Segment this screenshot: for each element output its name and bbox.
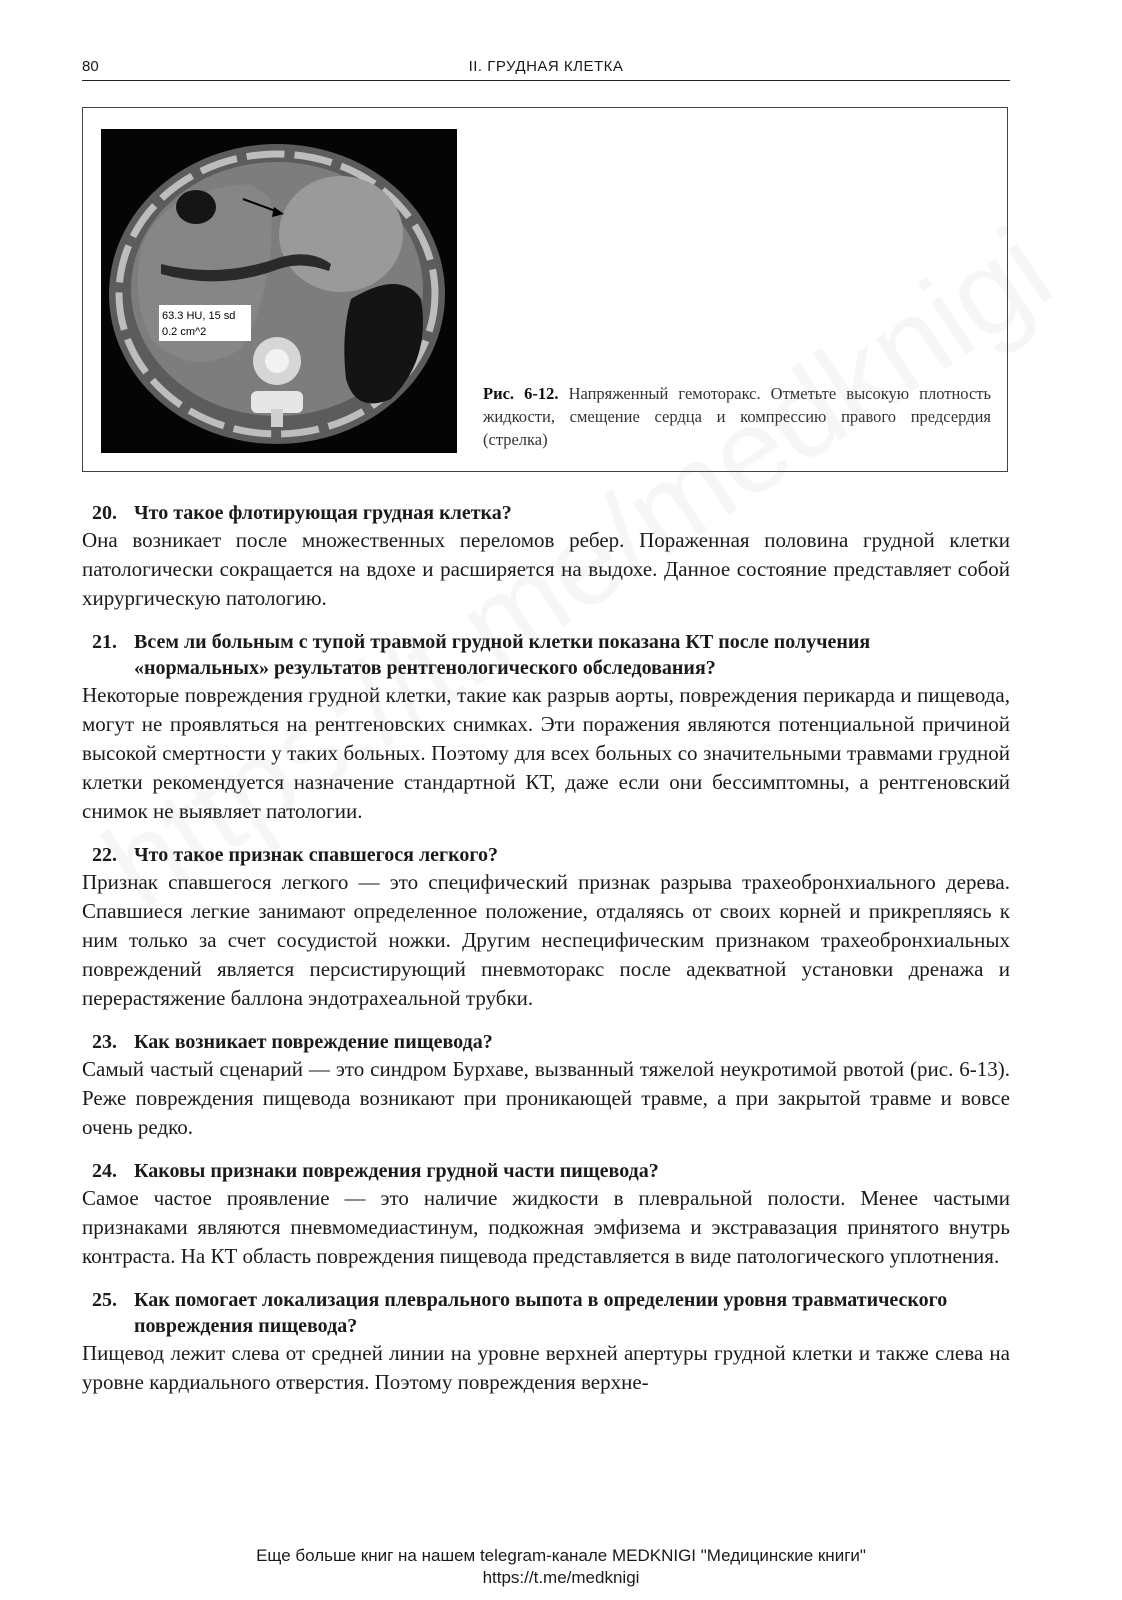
ct-overlay-line2: 0.2 cm^2 [162,326,207,338]
answer-20: Она возникает после множественных переломов ребер. Пораженная половина грудной клетки патологически сокращается на вдохе и расширяется на выдохе. Данное состояние представляет собой хирургическую патологию. [82,528,1010,610]
question-23: 23. Как возникает повреждение пищевода? [92,1031,493,1053]
question-20: 20. Что такое флотирующая грудная клетка? [92,502,512,524]
body-text [82,500,1010,1413]
answer-21: Некоторые повреждения грудной клетки, такие как разрыв аорты, повреждения перикарда и пищевода, могут не проявляться на рентгеновских снимках. Эти поражения являются потенциальной причиной высокой смертности у таких больных. Поэтому для всех больных со значительными травмами грудной клетки рекомендуется назначение стандартной КТ, даже если они бессимптомны, а рентгеновский снимок не выявляет патологии. [82,683,1010,823]
ct-scan-image [101,129,457,453]
ct-overlay-line1: 63.3 HU, 15 sd [162,310,236,322]
footer-link[interactable]: https://t.me/medknigi [482,1568,640,1587]
footer-line1: Еще больше книг на нашем telegram-канале MEDKNIGI "Медицинские книги" [256,1546,866,1565]
question-22: 22. Что такое признак спавшегося легкого? [92,844,498,866]
running-title: II. ГРУДНАЯ КЛЕТКА [468,58,624,75]
question-24: 24. Каковы признаки повреждения грудной части пищевода? [92,1160,659,1182]
page-number: 80 [82,58,99,75]
question-25: 25. Как помогает локализация плеврального выпота в определении уровня травматического повреждения пищевода? [92,1289,948,1337]
caption-text: Напряженный гемоторакс. Отметьте высокую плотность жидкости, смещение сердца и компрессию правого предсердия (стрелка) [483,384,992,449]
page-header [82,56,1010,81]
figure-caption [483,382,991,451]
answer-25: Пищевод лежит слева от средней линии на уровне верхней апертуры грудной клетки и также слева на уровне кардиального отверстия. Поэтому повреждения верхне- [82,1341,1010,1394]
caption-label: Рис. 6-12. [483,384,559,403]
question-21: 21. Всем ли больным с тупой травмой грудной клетки показана КТ после получения «нормальных» результатов рентгенологического обследования? [92,631,871,679]
footer [0,1545,1122,1589]
answer-24: Самое частое проявление — это наличие жидкости в плевральной полости. Менее частыми признаками являются пневмомедиастинум, подкожная эмфизема и экстравазация принятого внутрь контраста. На КТ область повреждения пищевода представляется в виде патологического уплотнения. [82,1186,1010,1268]
figure [82,107,1008,472]
answer-23: Самый частый сценарий — это синдром Бурхаве, вызванный тяжелой неукротимой рвотой (рис. 6-13). Реже повреждения пищевода возникают при проникающей травме, а при закрытой травме и вовсе очень редко. [82,1057,1010,1139]
answer-22: Признак спавшегося легкого — это специфический признак разрыва трахеобронхиального дерева. Спавшиеся легкие занимают определенное положение, отдаляясь от своих корней и прикрепляясь к ним только за счет сосудистой ножки. Другим неспецифическим признаком трахеобронхиальных повреждений является персистирующий пневмоторакс после адекватной установки дренажа и перерастяжение баллона эндотрахеальной трубки. [82,870,1010,1010]
